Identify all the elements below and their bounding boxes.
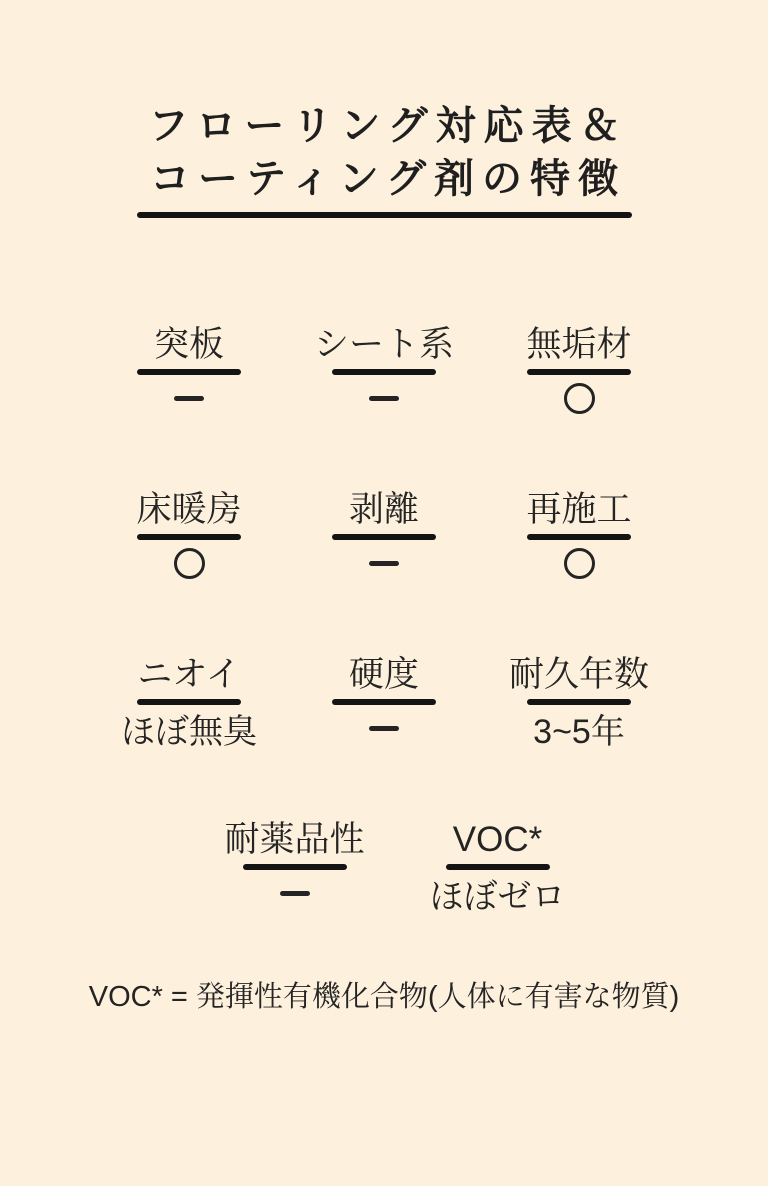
label-underline	[332, 369, 436, 375]
dash-mark-icon	[287, 544, 482, 584]
feature-label: 無垢材	[526, 324, 632, 364]
infographic-page	[0, 100, 768, 1186]
page-title-line2: コーティング剤の特徴	[150, 156, 626, 201]
feature-cell-koudo	[287, 655, 482, 749]
page-title	[0, 100, 768, 206]
label-underline	[332, 699, 436, 705]
circle-mark-icon	[482, 544, 677, 584]
feature-label: 硬度	[348, 654, 419, 694]
feature-cell-tsukiita	[92, 325, 287, 419]
feature-label: 床暖房	[136, 489, 242, 529]
label-underline	[527, 534, 631, 540]
feature-value: ほぼ無臭	[121, 713, 257, 752]
feature-cell-taiyakuhin	[197, 820, 392, 914]
feature-label: 再施工	[526, 489, 632, 529]
feature-value: 3~5年	[533, 713, 625, 752]
feature-cell-sheet	[287, 325, 482, 419]
page-title-line1: フローリング対応表＆	[148, 104, 628, 148]
circle-mark-icon	[482, 379, 677, 419]
feature-cell-taikyuu	[482, 654, 677, 752]
feature-label: 剥離	[348, 489, 419, 529]
feature-cell-mukuzai	[482, 325, 677, 419]
circle-mark-icon	[92, 544, 287, 584]
feature-row-3	[0, 654, 768, 752]
feature-cell-hakuri	[287, 490, 482, 584]
label-underline	[243, 864, 347, 870]
feature-label: 突板	[153, 324, 224, 364]
feature-cell-voc	[400, 819, 595, 917]
voc-footnote: VOC* = 発揮性有機化合物(人体に有害な物質)	[88, 980, 680, 1013]
label-underline	[137, 534, 241, 540]
feature-cell-saisekou	[482, 490, 677, 584]
dash-mark-icon	[197, 874, 392, 914]
title-underline	[137, 212, 632, 218]
feature-cell-yukadanbou	[92, 490, 287, 584]
feature-cell-nioi	[92, 654, 287, 752]
feature-label: シート系	[313, 324, 454, 364]
label-underline	[332, 534, 436, 540]
feature-row-1	[0, 325, 768, 419]
feature-label: ニオイ	[137, 654, 241, 694]
feature-row-2	[0, 490, 768, 584]
dash-mark-icon	[92, 379, 287, 419]
feature-label: VOC*	[452, 819, 543, 859]
dash-mark-icon	[287, 709, 482, 749]
label-underline	[527, 369, 631, 375]
feature-row-4	[12, 819, 768, 917]
feature-label: 耐薬品性	[224, 819, 365, 859]
feature-label: 耐久年数	[508, 654, 649, 694]
label-underline	[137, 369, 241, 375]
feature-value: ほぼゼロ	[429, 878, 566, 917]
dash-mark-icon	[287, 379, 482, 419]
